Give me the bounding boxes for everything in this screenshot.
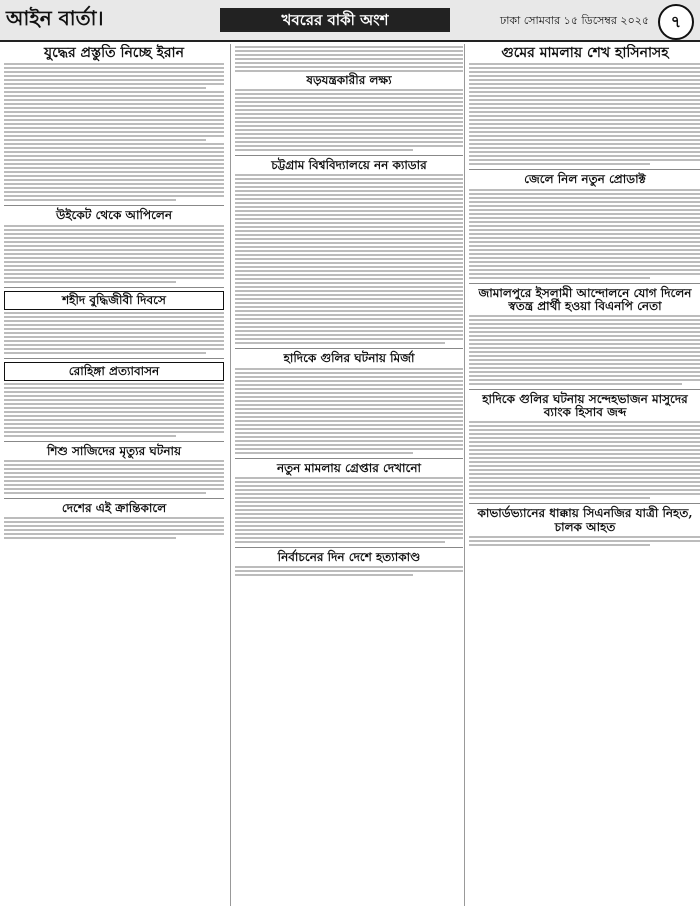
article-body xyxy=(4,460,224,494)
story-election-killing xyxy=(235,551,463,576)
page-number: ৭ xyxy=(658,4,694,40)
article-body xyxy=(235,174,463,344)
headline: শিশু সাজিদের মৃত্যুর ঘটনায় xyxy=(46,443,182,458)
story-martyred-intellectuals xyxy=(4,291,224,354)
headline: কাভার্ডভ্যানের ধাক্কায় সিএনজির যাত্রী নিহত, চালক আহত xyxy=(477,506,693,534)
article-body xyxy=(4,225,224,283)
story-iran-war xyxy=(4,46,224,201)
dateline: ঢাকা সোমবার ১৫ ডিসেম্বর ২০২৫ xyxy=(500,14,650,27)
story-conspirators xyxy=(235,46,463,151)
masthead xyxy=(0,0,700,42)
headline: নতুন মামলায় গ্রেপ্তার দেখানো xyxy=(277,460,421,475)
article-body xyxy=(235,477,463,543)
headline: জামালপুরে ইসলামী আন্দোলনে যোগ দিলেন স্বতন্ত্র প্রার্থী হওয়া বিএনপি নেতা xyxy=(478,285,692,313)
article-body xyxy=(4,312,224,354)
article-body xyxy=(469,315,700,385)
story-hasina-case xyxy=(469,46,700,165)
headline: যুদ্ধের প্রস্তুতি নিচ্ছে ইরান xyxy=(44,45,184,61)
section-title: খবরের বাকী অংশ xyxy=(220,8,450,32)
headline: নির্বাচনের দিন দেশে হত্যাকাণ্ড xyxy=(277,549,421,564)
article-body xyxy=(4,517,224,539)
headline: জেলে নিল নতুন প্রোডাক্ট xyxy=(524,172,646,187)
column-2 xyxy=(230,44,463,906)
story-covered-van xyxy=(469,507,700,545)
story-hadi-mirza xyxy=(235,352,463,453)
article-body xyxy=(469,63,700,165)
article-body xyxy=(4,63,224,201)
column-3 xyxy=(464,44,700,906)
article-body xyxy=(469,421,700,499)
story-child-death xyxy=(4,445,224,494)
headline: দেশের এই ক্রান্তিকালে xyxy=(61,501,167,516)
article-body xyxy=(235,368,463,454)
story-ctg-university xyxy=(235,159,463,344)
headline: ষড়যন্ত্রকারীর লক্ষ্য xyxy=(306,73,392,87)
headline: রোহিঙ্গা প্রত্যাবাসন xyxy=(4,362,224,381)
headline: হাদিকে গুলির ঘটনায় মির্জা xyxy=(283,351,415,366)
story-jamalpur xyxy=(469,287,700,385)
article-body xyxy=(235,46,463,72)
story-new-case xyxy=(235,462,463,543)
story-wicket xyxy=(4,209,224,282)
article-body xyxy=(469,189,700,279)
story-masud-bank xyxy=(469,393,700,499)
article-body xyxy=(235,566,463,576)
article-body xyxy=(469,536,700,546)
headline: চট্টগ্রাম বিশ্ববিদ্যালয়ে নন ক্যাডার xyxy=(271,158,427,173)
headline: হাদিকে গুলির ঘটনায় সন্দেহভাজন মাসুদের ব্যাংক হিসাব জব্দ xyxy=(482,391,688,420)
article-body xyxy=(235,89,463,151)
story-crisis xyxy=(4,502,224,539)
story-new-product xyxy=(469,173,700,278)
headline: গুমের মামলায় শেখ হাসিনাসহ xyxy=(501,45,669,61)
headline: শহীদ বুদ্ধিজীবী দিবসে xyxy=(4,291,224,310)
story-rohingya xyxy=(4,362,224,437)
article-body xyxy=(4,383,224,437)
newspaper-title: আইন বার্তা। xyxy=(6,6,104,30)
column-1 xyxy=(4,44,224,906)
headline: উইকেট থেকে আপিলেন xyxy=(55,208,173,223)
